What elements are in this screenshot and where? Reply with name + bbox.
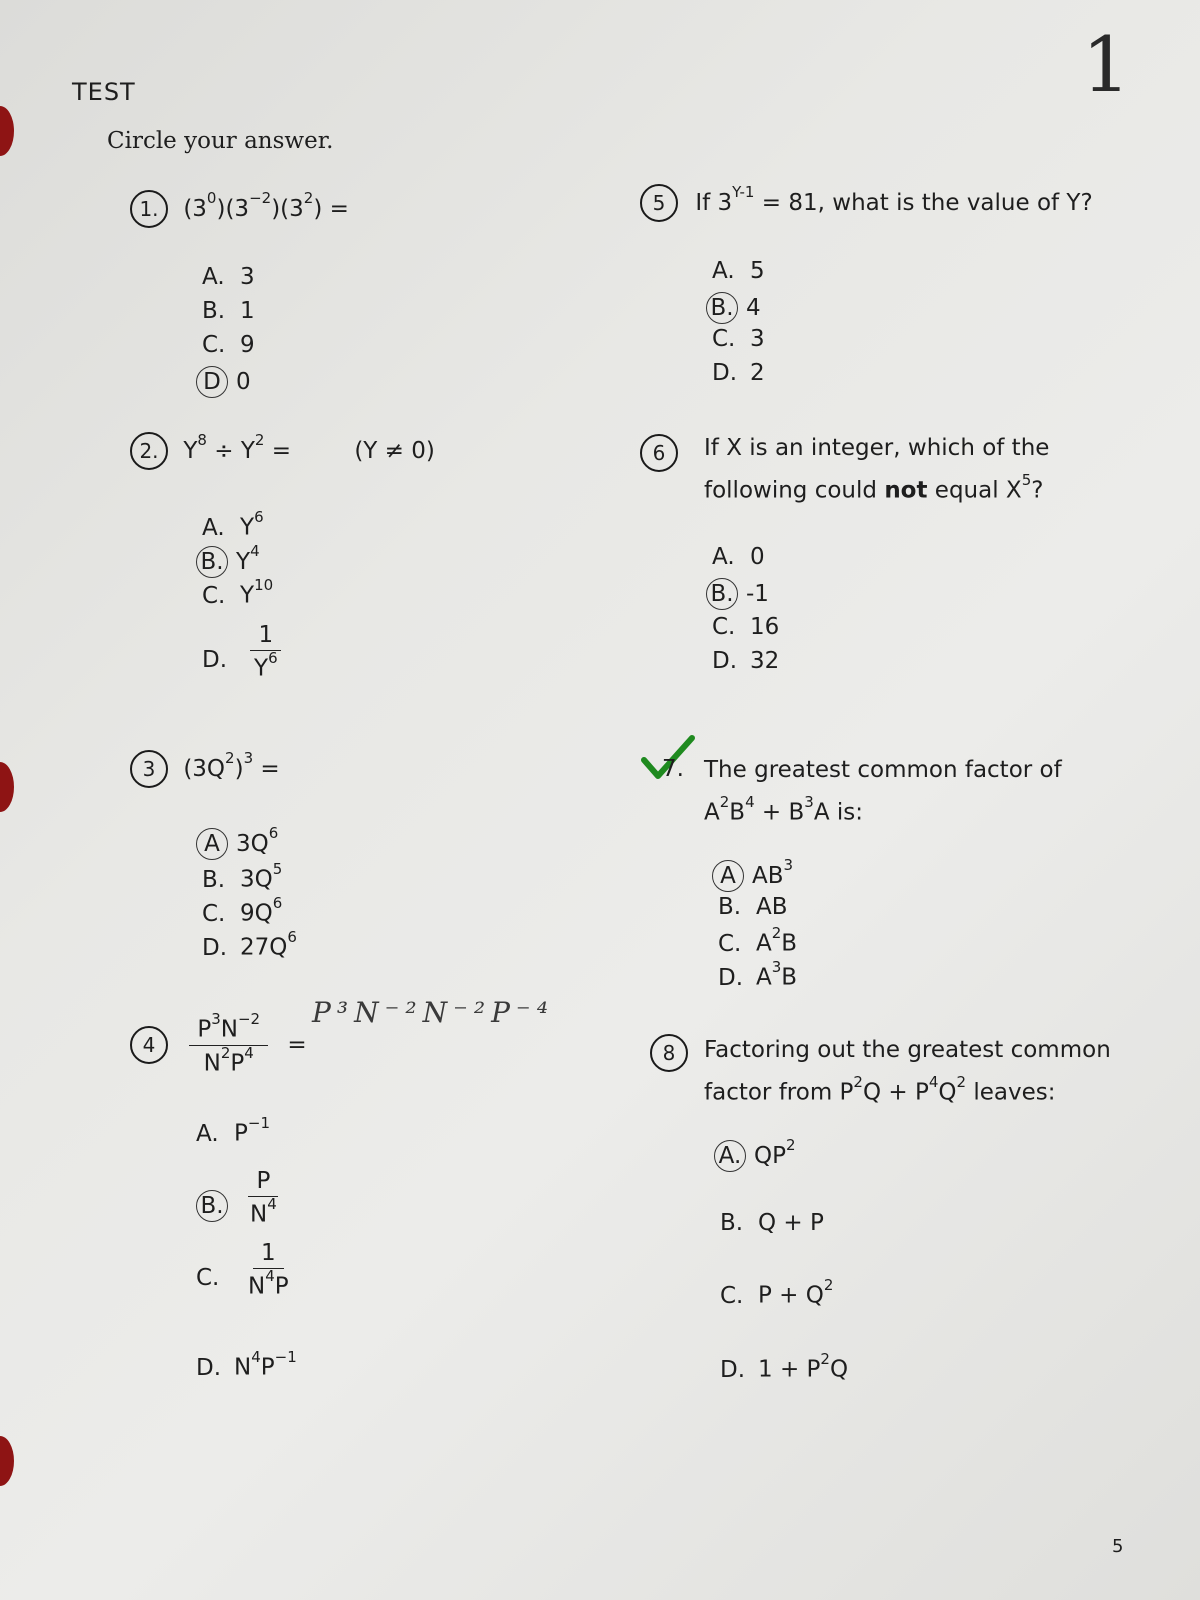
option-3c[interactable]: C. $9Q^6$ [202, 894, 283, 927]
option-7c[interactable]: C. $A^2B$ [718, 924, 798, 957]
answer-circle: A. [714, 1140, 746, 1172]
option-1a[interactable]: A. 3 [202, 264, 255, 290]
question-text: If $3^{Y-1} = 81$, what is the value of Y? [695, 183, 1093, 216]
option-3a[interactable]: A $3Q^6$ [202, 828, 278, 860]
option-8d[interactable]: D. $1 + P^2Q$ [720, 1350, 849, 1383]
question-number-7: 7. [662, 756, 684, 782]
option-4a[interactable]: A. $P^{-1}$ [196, 1114, 270, 1147]
option-6c[interactable]: C. 16 [712, 614, 780, 640]
question-number: 4 [130, 1026, 168, 1064]
question-expression: $(3Q^2)^3$ = [183, 749, 280, 782]
option-8c[interactable]: C. $P + Q^2$ [720, 1276, 834, 1309]
question-1 [130, 190, 349, 228]
option-6a[interactable]: A. 0 [712, 544, 765, 570]
question-6-number-wrap [640, 434, 678, 472]
question-3 [130, 750, 280, 788]
question-7-text: The greatest common factor of $A^2B^4 + B^3A$ is: [704, 757, 1062, 826]
question-8-text: Factoring out the greatest common factor from $P^2Q + P^4Q^2$ leaves: [704, 1037, 1111, 1106]
option-2c[interactable]: C. $Y^{10}$ [202, 576, 274, 609]
binder-hole [0, 1436, 14, 1486]
question-number: 3 [130, 750, 168, 788]
question-6-text: If X is an integer, which of the following could not equal $X^5$? [704, 435, 1050, 504]
question-expression: $\frac{P^3N^{-2}}{N^2P^4}$ [189, 1014, 268, 1076]
answer-circle: B. [196, 1190, 228, 1222]
big-page-number: 1 [1082, 20, 1131, 109]
answer-circle: B. [196, 546, 228, 578]
option-1c[interactable]: C. 9 [202, 332, 255, 358]
question-condition: (Y ≠ 0) [354, 438, 435, 464]
option-8a[interactable]: A. $QP^2$ [720, 1140, 796, 1172]
question-expression: $Y^8 \div Y^2$ = [183, 431, 292, 464]
question-2 [130, 432, 435, 470]
option-3b[interactable]: B. $3Q^5$ [202, 860, 283, 893]
option-5d[interactable]: D. 2 [712, 360, 765, 386]
option-7d[interactable]: D. $A^3B$ [718, 958, 798, 991]
option-6b[interactable]: B. -1 [712, 578, 769, 610]
test-title: TEST [72, 78, 136, 106]
option-5c[interactable]: C. 3 [712, 326, 765, 352]
option-5a[interactable]: A. 5 [712, 258, 765, 284]
option-4c[interactable]: C. $\frac{1}{N^4P}$ [196, 1240, 289, 1300]
option-7b[interactable]: B. AB [718, 894, 788, 920]
binder-hole [0, 762, 14, 812]
option-8b[interactable]: B. Q + P [720, 1210, 824, 1236]
option-4d[interactable]: D. $N^4P^{-1}$ [196, 1348, 297, 1381]
answer-circle: B. [706, 292, 738, 324]
question-number: 8 [650, 1034, 688, 1072]
option-5b[interactable]: B. 4 [712, 292, 761, 324]
instruction-text: Circle your answer. [107, 128, 334, 154]
answer-circle: D [196, 366, 228, 398]
binder-hole [0, 106, 14, 156]
option-2d[interactable]: D. $\frac{1}{Y^6}$ [202, 640, 286, 682]
option-7a[interactable]: A $AB^3$ [718, 860, 793, 892]
option-2a[interactable]: A. $Y^6$ [202, 508, 264, 541]
answer-circle: A [196, 828, 228, 860]
answer-circle: B. [706, 578, 738, 610]
page-number: 5 [1112, 1536, 1124, 1557]
handwritten-work: P³N⁻²N⁻²P⁻⁴ [312, 996, 554, 1029]
answer-circle: A [712, 860, 744, 892]
question-number: 5 [640, 184, 678, 222]
option-1b[interactable]: B. 1 [202, 298, 255, 324]
option-3d[interactable]: D. $27Q^6$ [202, 928, 297, 961]
question-number: 6 [640, 434, 678, 472]
question-number: 2. [130, 432, 168, 470]
question-number: 1. [130, 190, 168, 228]
option-1d[interactable]: D 0 [202, 366, 251, 398]
question-expression: $(3^0)(3^{-2})(3^2)$ = [183, 189, 349, 222]
question-8-number-wrap [650, 1034, 688, 1072]
question-5 [640, 184, 1093, 222]
option-4b[interactable]: B. $\frac{P}{N^4}$ [202, 1186, 285, 1228]
question-4: 4 $\frac{P^3N^{-2}}{N^2P^4}$ = [130, 1014, 307, 1076]
option-2b[interactable]: B. $Y^4$ [202, 546, 260, 578]
option-6d[interactable]: D. 32 [712, 648, 780, 674]
